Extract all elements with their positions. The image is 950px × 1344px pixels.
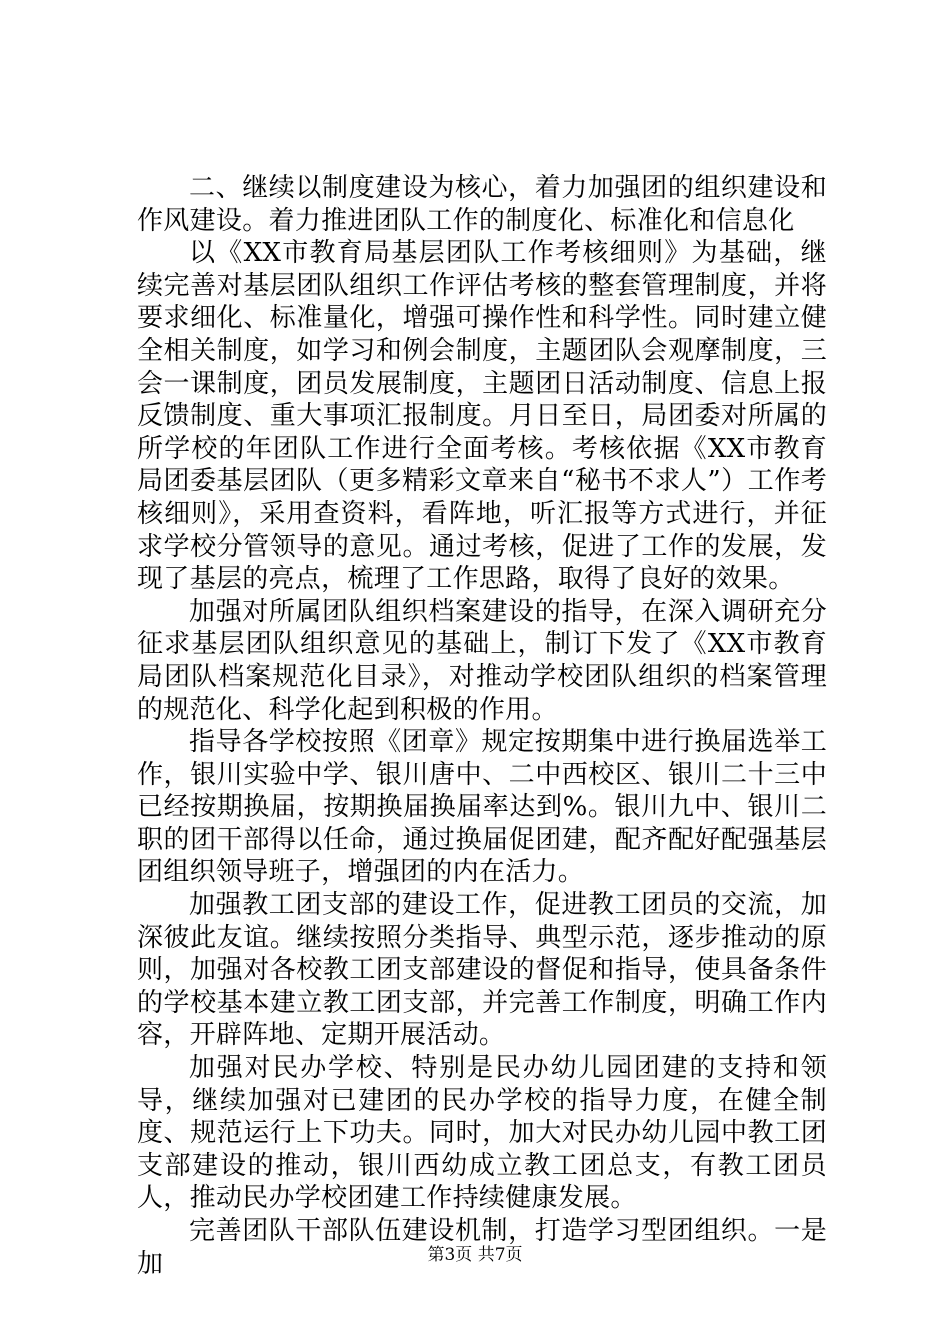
paragraph-7: 完善团队干部队伍建设机制，打造学习型团组织。一是加 xyxy=(137,1216,827,1279)
document-body xyxy=(137,172,827,1280)
paragraph-2: 以《XX市教育局基层团队工作考核细则》为基础，继续完善对基层团队组织工作评估考核的整套管理制度，并将要求细化、标准量化，增强可操作性和科学性。同时建立健全相关制度，如学习和例会制度，主题团队会观摩制度，三会一课制度，团员发展制度，主题团日活动制度、信息上报反馈制度、重大事项汇报制度。月日至日，局团委对所属的所学校的年团队工作进行全面考核。考核依据《XX市教育局团委基层团队（更多精彩文章来自“秘书不求人”）工作考核细则》，采用查资料，看阵地，听汇报等方式进行，并征求学校分管领导的意见。通过考核，促进了工作的发展，发现了基层的亮点，梳理了工作思路，取得了良好的效果。 xyxy=(137,238,827,595)
page-footer: 第3页 共7页 xyxy=(427,1245,523,1265)
paragraph-3: 加强对所属团队组织档案建设的指导，在深入调研充分征求基层团队组织意见的基础上，制订下发了《XX市教育局团队档案规范化目录》，对推动学校团队组织的档案管理的规范化、科学化起到积极的作用。 xyxy=(137,596,827,725)
paragraph-5: 加强教工团支部的建设工作，促进教工团员的交流，加深彼此友谊。继续按照分类指导、典型示范，逐步推动的原则，加强对各校教工团支部建设的督促和指导，使具备条件的学校基本建立教工团支部，并完善工作制度，明确工作内容，开辟阵地、定期开展活动。 xyxy=(137,890,827,1051)
paragraph-6: 加强对民办学校、特别是民办幼儿园团建的支持和领导，继续加强对已建团的民办学校的指导力度，在健全制度、规范运行上下功夫。同时，加大对民办幼儿园中教工团支部建设的推动，银川西幼成立教工团总支，有教工团员人，推动民办学校团建工作持续健康发展。 xyxy=(137,1053,827,1214)
paragraph-4: 指导各学校按照《团章》规定按期集中进行换届选举工作，银川实验中学、银川唐中、二中西校区、银川二十三中已经按期换届，按期换届换届率达到%。银川九中、银川二职的团干部得以任命，通过换届促团建，配齐配好配强基层团组织领导班子，增强团的内在活力。 xyxy=(137,727,827,888)
paragraph-1: 二、继续以制度建设为核心，着力加强团的组织建设和作风建设。着力推进团队工作的制度化、标准化和信息化 xyxy=(137,173,827,236)
